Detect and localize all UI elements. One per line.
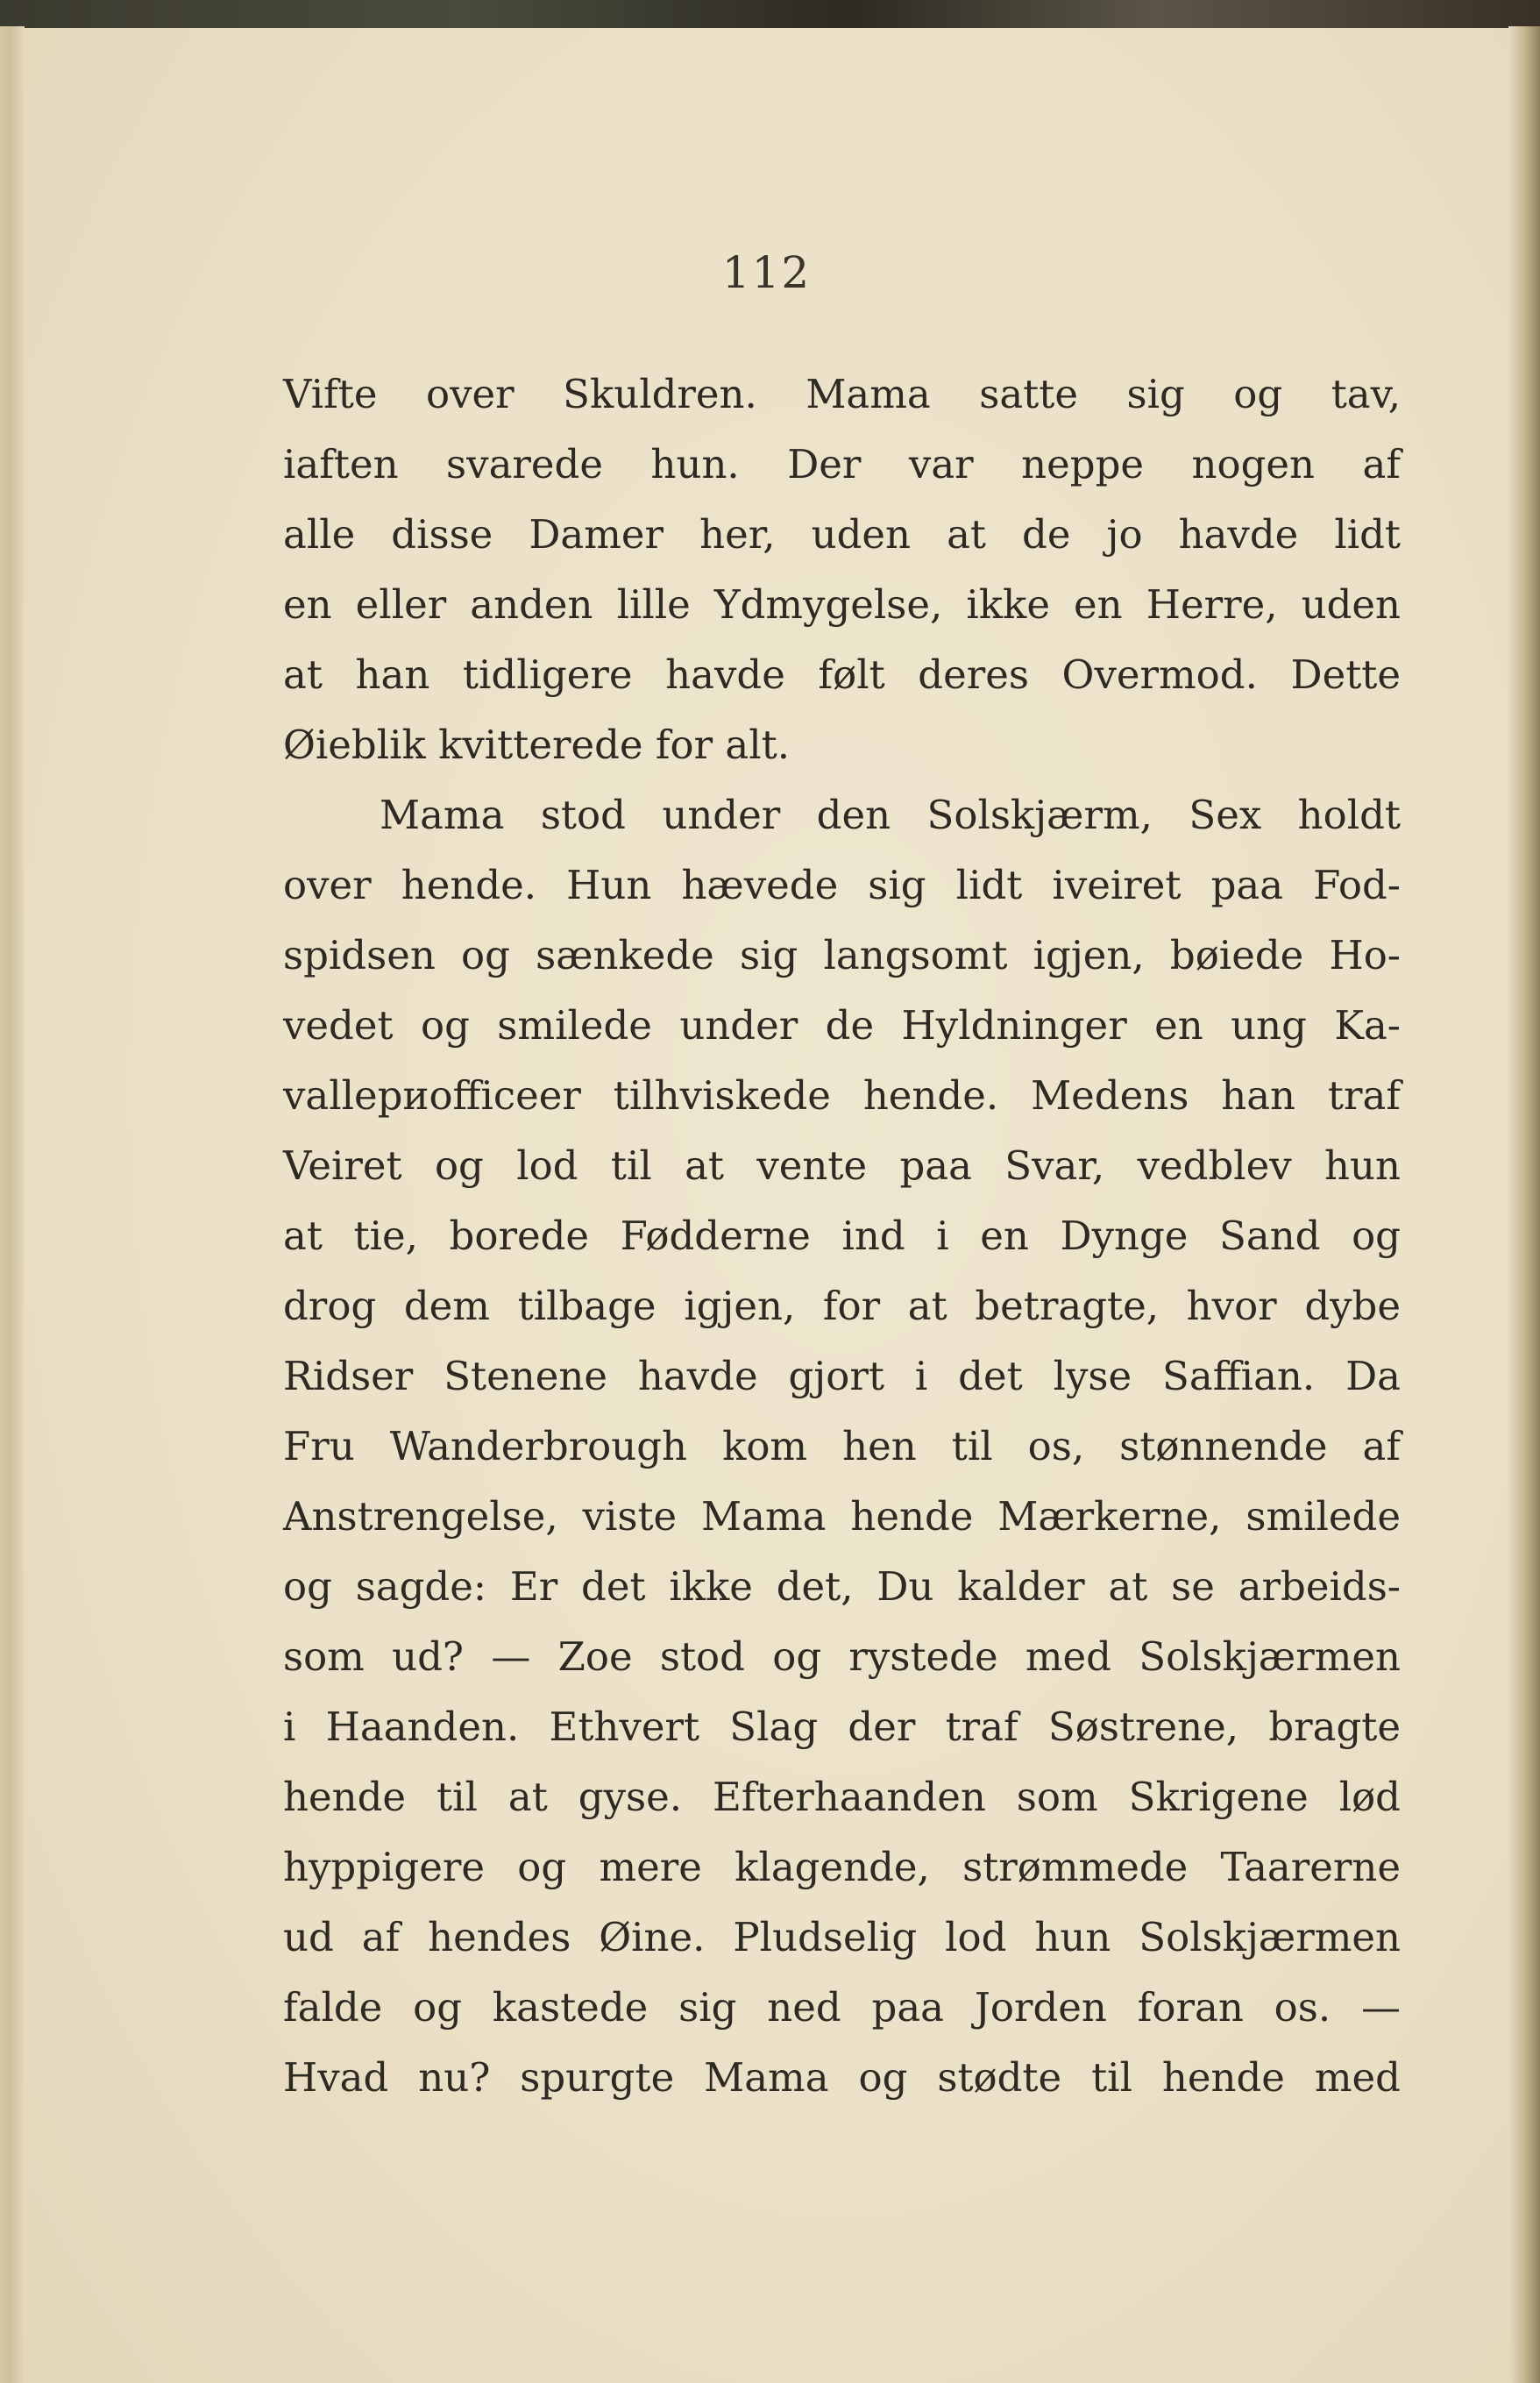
text-line: Veiret og lod til at vente paa Svar, vedblev hun xyxy=(283,1142,1401,1189)
text-line: en eller anden lille Ydmygelse, ikke en Herre, uden xyxy=(283,581,1401,628)
book-page xyxy=(25,28,1508,2383)
text-line: iaften svarede hun. Der var neppe nogen af xyxy=(283,441,1401,487)
text-line: vallериofficeer tilhviskede hende. Medens han traf xyxy=(283,1072,1401,1119)
text-line: at han tidligere havde følt deres Overmod. Dette xyxy=(283,651,1401,698)
text-line: hyppigere og mere klagende, strømmede Taarerne xyxy=(283,1844,1401,1890)
text-line: ud af hendes Øine. Pludselig lod hun Solskjærmen xyxy=(283,1914,1401,1960)
book-right-edge xyxy=(1508,26,1540,2383)
text-line: som ud? — Zoe stod og rystede med Solskjærmen xyxy=(283,1633,1401,1680)
text-line: og sagde: Er det ikke det, Du kalder at se arbeids- xyxy=(283,1563,1401,1610)
text-line: Mama stod under den Solskjærm, Sex holdt xyxy=(380,792,1401,838)
text-line: Anstrengelse, viste Mama hende Mærkerne, smilede xyxy=(283,1493,1401,1540)
text-line: hende til at gyse. Efterhaanden som Skrigene lød xyxy=(283,1774,1401,1820)
text-line: falde og kastede sig ned paa Jorden foran os. — xyxy=(283,1984,1401,2031)
text-line: Hvad nu? spurgte Mama og stødte til hende med xyxy=(283,2054,1401,2101)
text-line: i Haanden. Ethvert Slag der traf Søstrene, bragte xyxy=(283,1704,1401,1750)
text-line: vedet og smilede under de Hyldninger en ung Ka- xyxy=(283,1002,1401,1049)
text-line: Vifte over Skuldren. Mama satte sig og tav, xyxy=(283,371,1401,417)
text-line: Fru Wanderbrough kom hen til os, stønnende af xyxy=(283,1423,1401,1469)
page-number: 112 xyxy=(721,247,812,298)
text-line: at tie, borede Fødderne ind i en Dynge Sand og xyxy=(283,1213,1401,1259)
text-line: spidsen og sænkede sig langsomt igjen, bøiede Ho- xyxy=(283,932,1401,978)
book-left-edge xyxy=(0,26,25,2383)
text-line: Øieblik kvitterede for alt. xyxy=(283,722,791,768)
text-line: Ridser Stenene havde gjort i det lyse Saffian. Da xyxy=(283,1353,1401,1399)
text-line: over hende. Hun hævede sig lidt iveiret paa Fod- xyxy=(283,862,1401,908)
page-body-text xyxy=(283,359,1401,2113)
text-line: drog dem tilbage igjen, for at betragte, hvor dybe xyxy=(283,1283,1401,1329)
text-line: alle disse Damer her, uden at de jo havde lidt xyxy=(283,511,1401,558)
